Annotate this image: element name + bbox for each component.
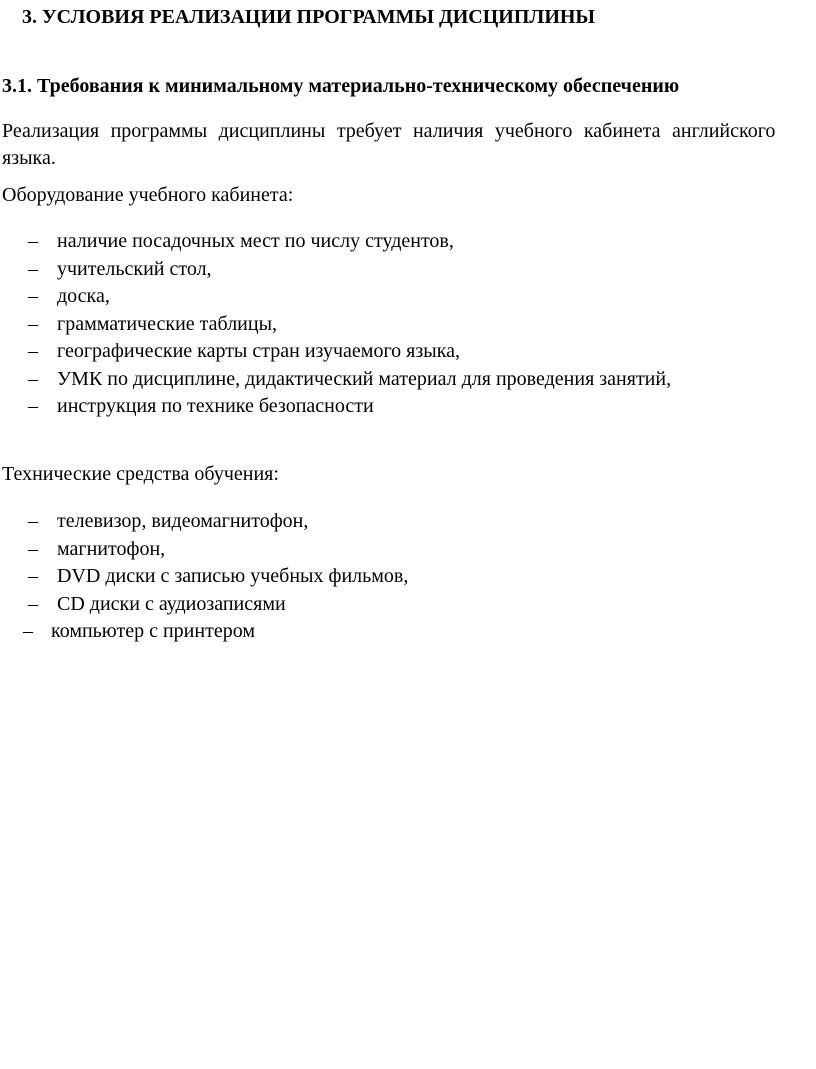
list-item-text: доска, [57, 285, 110, 307]
bullet-dash: – [28, 312, 38, 335]
tech-label: Технические средства обучения: [2, 463, 279, 485]
bullet-dash: – [28, 367, 38, 390]
list-item-text: инструкция по технике безопасности [57, 395, 374, 417]
bullet-dash: – [23, 620, 33, 642]
list-item-text: DVD диски с записью учебных фильмов, [57, 565, 409, 587]
bullet-dash: – [28, 537, 38, 560]
bullet-dash: – [28, 565, 38, 587]
list-item-text: грамматические таблицы, [57, 312, 278, 335]
bullet-dash: – [28, 395, 38, 417]
bullet-dash: – [28, 510, 38, 532]
list-item-text: учительский стол, [57, 257, 212, 280]
equipment-label: Оборудование учебного кабинета: [2, 184, 294, 206]
list-item-text: УМК по дисциплине, дидактический материал для проведения занятий, [57, 367, 672, 390]
bullet-dash: – [28, 285, 38, 307]
bullet-dash: – [28, 340, 38, 362]
list-item-text: компьютер с принтером [51, 620, 255, 642]
list-item-text: географические карты стран изучаемого языка, [57, 340, 460, 362]
list-item-text: наличие посадочных мест по числу студентов, [57, 230, 454, 252]
bullet-dash: – [28, 257, 38, 280]
intro-line-2: языка. [2, 147, 56, 169]
list-item-text: телевизор, видеомагнитофон, [57, 510, 309, 532]
list-item-text: магнитофон, [57, 537, 166, 560]
list-item-text: CD диски с аудиозаписями [57, 592, 286, 615]
subsection-title: 3.1. Требования к минимальному материально-техническому обеспечению [2, 75, 680, 97]
bullet-dash: – [28, 230, 38, 252]
section-title: 3. УСЛОВИЯ РЕАЛИЗАЦИИ ПРОГРАММЫ ДИСЦИПЛИНЫ [22, 6, 596, 28]
bullet-dash: – [28, 592, 38, 615]
intro-line-1: Реализация программы дисциплины требует наличия учебного кабинета английского [2, 120, 776, 142]
intro-paragraph [2, 118, 816, 172]
